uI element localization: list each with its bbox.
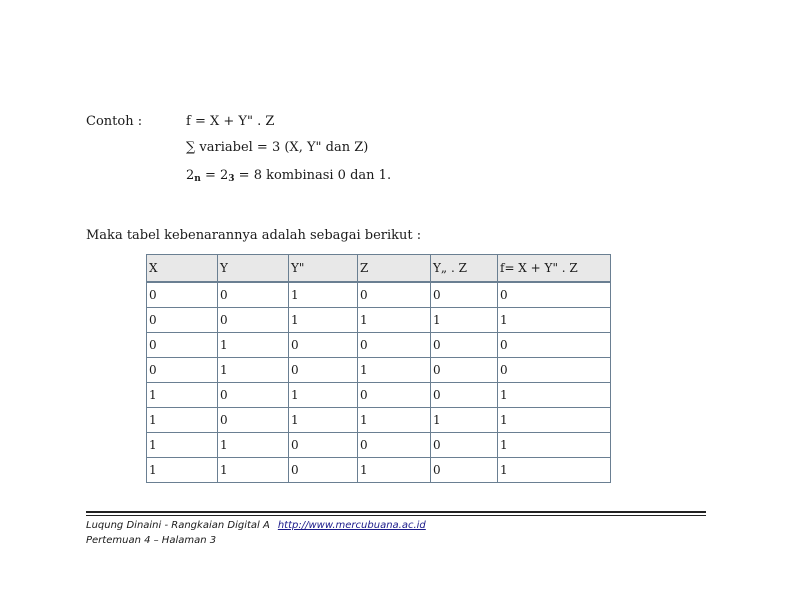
footer-divider-thin	[86, 515, 706, 516]
cell: 1	[358, 358, 431, 383]
cell: 0	[431, 383, 498, 408]
cell: 0	[218, 408, 289, 433]
cell: 0	[289, 358, 358, 383]
cell: 1	[218, 458, 289, 483]
table-row	[147, 433, 611, 458]
footer-author: Luqung Dinaini - Rangkaian Digital A	[86, 520, 270, 531]
cell: 0	[147, 282, 218, 308]
cell: 1	[147, 433, 218, 458]
cell: 0	[218, 383, 289, 408]
cell: 1	[498, 408, 611, 433]
cell: 0	[358, 383, 431, 408]
header-y-not: Y"	[289, 255, 358, 283]
table-row	[147, 458, 611, 483]
cell: 1	[498, 433, 611, 458]
cell: 0	[147, 358, 218, 383]
footer-divider-thick	[86, 511, 706, 513]
table-intro: Maka tabel kebenarannya adalah sebagai berikut :	[86, 228, 422, 243]
table-row	[147, 333, 611, 358]
header-y-not-z: Y„ . Z	[431, 255, 498, 283]
cell: 0	[358, 333, 431, 358]
comb-exponent-n: n	[194, 174, 201, 184]
cell: 0	[431, 433, 498, 458]
cell: 1	[498, 383, 611, 408]
cell: 1	[289, 383, 358, 408]
combination-line	[186, 168, 391, 184]
cell: 0	[289, 458, 358, 483]
cell: 1	[147, 458, 218, 483]
table-row	[147, 308, 611, 333]
cell: 0	[498, 333, 611, 358]
cell: 0	[431, 282, 498, 308]
cell: 1	[431, 308, 498, 333]
table-row	[147, 408, 611, 433]
cell: 0	[358, 282, 431, 308]
footer-line-2: Pertemuan 4 – Halaman 3	[86, 535, 217, 546]
cell: 1	[498, 308, 611, 333]
cell: 1	[358, 308, 431, 333]
truth-table	[146, 254, 611, 483]
example-label: Contoh :	[86, 114, 143, 129]
formula: f = X + Y" . Z	[186, 114, 275, 129]
cell: 0	[147, 333, 218, 358]
cell: 1	[498, 458, 611, 483]
cell: 1	[218, 358, 289, 383]
table-row	[147, 282, 611, 308]
cell: 0	[147, 308, 218, 333]
cell: 1	[147, 408, 218, 433]
footer-line-1	[86, 520, 426, 531]
cell: 0	[218, 282, 289, 308]
cell: 0	[431, 333, 498, 358]
header-z: Z	[358, 255, 431, 283]
cell: 1	[218, 333, 289, 358]
cell: 1	[147, 383, 218, 408]
cell: 1	[218, 433, 289, 458]
table-row	[147, 383, 611, 408]
cell: 1	[289, 282, 358, 308]
cell: 1	[358, 458, 431, 483]
comb-base: 2	[186, 168, 195, 183]
cell: 1	[289, 408, 358, 433]
cell: 1	[431, 408, 498, 433]
comb-rest: = 8 kombinasi 0 dan 1.	[234, 168, 392, 183]
cell: 0	[289, 333, 358, 358]
table-header-row	[147, 255, 611, 283]
cell: 0	[498, 282, 611, 308]
cell: 0	[289, 433, 358, 458]
cell: 1	[289, 308, 358, 333]
header-x: X	[147, 255, 218, 283]
cell: 0	[498, 358, 611, 383]
comb-exponent-3: 3	[228, 174, 235, 184]
table-row	[147, 358, 611, 383]
cell: 0	[218, 308, 289, 333]
header-y: Y	[218, 255, 289, 283]
footer-link[interactable]: http://www.mercubuana.ac.id	[277, 520, 426, 531]
header-f: f= X + Y" . Z	[498, 255, 611, 283]
variable-sum-line: ∑ variabel = 3 (X, Y" dan Z)	[186, 140, 369, 155]
cell: 0	[431, 458, 498, 483]
cell: 1	[358, 408, 431, 433]
comb-mid: = 2	[200, 168, 229, 183]
cell: 0	[358, 433, 431, 458]
cell: 0	[431, 358, 498, 383]
